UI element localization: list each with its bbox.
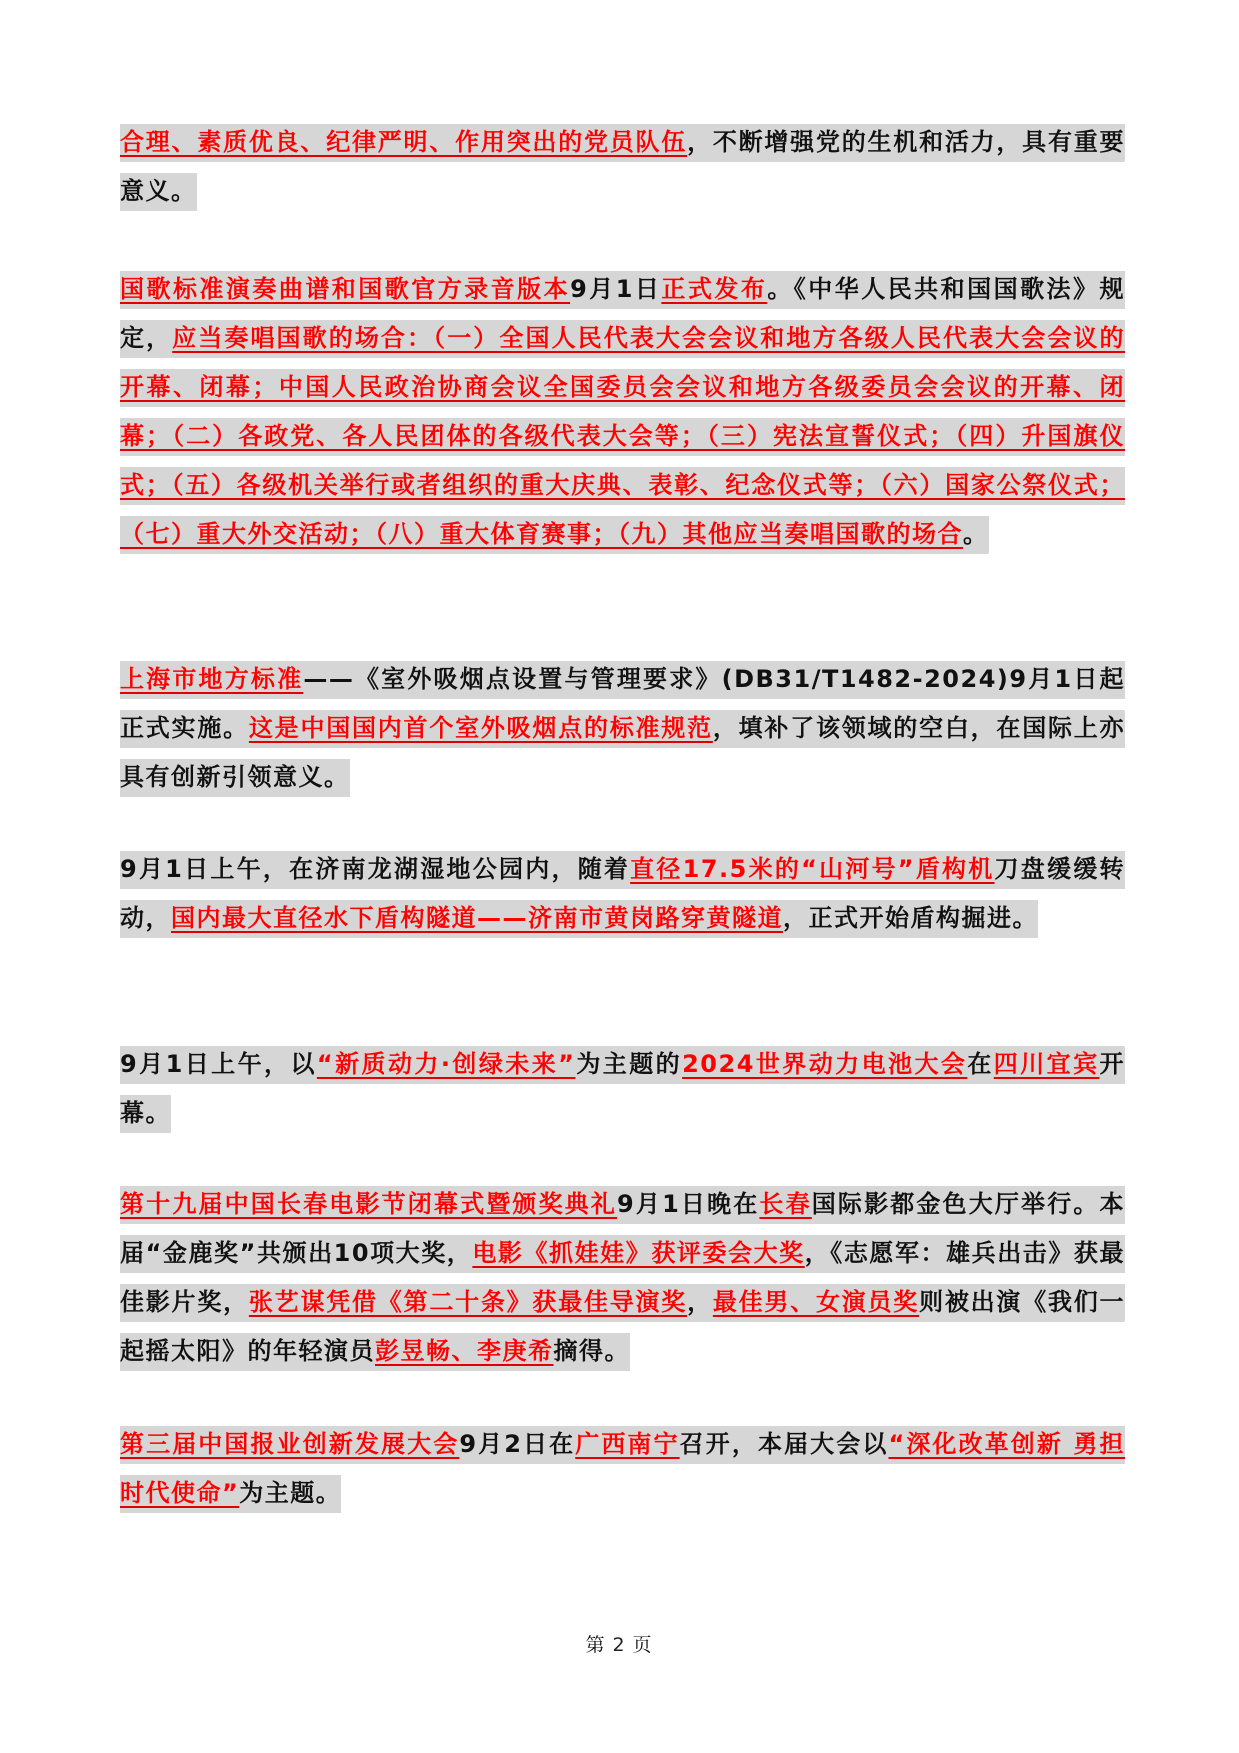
highlighted-phrase: 长春	[759, 1190, 812, 1218]
highlighted-phrase: 国内最大直径水下盾构隧道——济南市黄岗路穿黄隧道	[171, 904, 783, 932]
paragraph-text	[120, 661, 1125, 797]
page-label-suffix: 页	[632, 1634, 654, 1656]
highlighted-phrase: “深化改革创新 勇担时代使命”	[120, 1430, 1125, 1507]
paragraph-changchun-film-festival	[120, 1180, 1125, 1376]
highlighted-phrase: 第三届中国报业创新发展大会	[120, 1430, 460, 1458]
plain-text: ，《志愿军：雄兵出击》获最佳影片奖，	[120, 1239, 1126, 1316]
paragraph-text	[120, 1426, 1125, 1513]
highlighted-phrase: 上海市地方标准	[120, 665, 304, 693]
paragraph-newspaper-conference	[120, 1420, 1125, 1518]
paragraph-battery-conference	[120, 1040, 1125, 1138]
highlighted-phrase: 合理、素质优良、纪律严明、作用突出的党员队伍	[120, 128, 688, 156]
plain-text: ，正式开始盾构掘进。	[783, 904, 1038, 932]
highlighted-phrase: 第十九届中国长春电影节闭幕式暨颁奖典礼	[120, 1190, 618, 1218]
highlighted-phrase: 彭昱畅、李庚希	[375, 1337, 554, 1365]
plain-text: 召开，本届大会以	[679, 1430, 889, 1458]
paragraph-text	[120, 124, 1125, 211]
plain-text: ，填补了该领域的空白，在国际上亦具有创新引领意义。	[120, 714, 1126, 791]
plain-text: 9月1日上午，在济南龙湖湿地公园内，随着	[120, 855, 631, 883]
paragraph-text	[120, 271, 1125, 554]
paragraph-text	[120, 851, 1125, 938]
highlighted-phrase: 国歌标准演奏曲谱和国歌官方录音版本	[120, 275, 571, 303]
paragraph-national-anthem	[120, 265, 1125, 559]
plain-text: ——《室外吸烟点设置与管理要求》(DB31/T1482-2024)9月1日起正式实施。	[120, 665, 1126, 742]
page-number: 2	[612, 1634, 627, 1656]
highlighted-phrase: “新质动力·创绿未来”	[316, 1050, 576, 1078]
highlighted-phrase: 广西南宁	[575, 1430, 680, 1458]
plain-text: 国际影都金色大厅举行。本届“金鹿奖”共颁出10项大奖，	[120, 1190, 1126, 1267]
paragraph-text	[120, 1046, 1125, 1133]
plain-text: 9月1日上午，以	[120, 1050, 317, 1078]
plain-text: ，不断增强党的生机和活力，具有重要意义。	[120, 128, 1125, 205]
plain-text: 。	[963, 520, 989, 548]
plain-text: 9月1日晚在	[617, 1190, 760, 1218]
paragraph-text	[120, 1186, 1125, 1371]
plain-text: 摘得。	[553, 1337, 630, 1365]
plain-text: 为主题的	[575, 1050, 683, 1078]
plain-text: 为主题。	[239, 1479, 342, 1507]
plain-text: 则被出演《我们一起摇太阳》的年轻演员	[120, 1288, 1126, 1365]
paragraph-party-members	[120, 118, 1125, 216]
plain-text: 。《中华人民共和国国歌法》规定，	[120, 275, 1126, 352]
plain-text: ，	[687, 1288, 713, 1316]
highlighted-phrase: 2024世界动力电池大会	[682, 1050, 968, 1078]
highlighted-phrase: 这是中国国内首个室外吸烟点的标准规范	[248, 714, 713, 742]
highlighted-phrase: 应当奏唱国歌的场合：（一）全国人民代表大会会议和地方各级人民代表大会会议的开幕、闭幕；中国人民政治协商会议全国委员会会议和地方各级委员会会议的开幕、闭幕；（二）各政党、各人民团体的各级代表大会等；（三）宪法宣誓仪式；（四）升国旗仪式；（五）各级机关举行或者组织的重大庆典、表彰、纪念仪式等；（六）国家公祭仪式；（七）重大外交活动；（八）重大体育赛事；（九）其他应当奏唱国歌的场合	[120, 324, 1126, 548]
paragraph-jinan-tunnel	[120, 845, 1125, 943]
plain-text: 开幕。	[120, 1050, 1126, 1127]
plain-text: 9月2日在	[459, 1430, 576, 1458]
plain-text: 刀盘缓缓转动，	[120, 855, 1126, 932]
page-footer	[0, 1630, 1239, 1657]
highlighted-phrase: 张艺谋凭借《第二十条》获最佳导演奖	[248, 1288, 688, 1316]
page-label-prefix: 第	[585, 1634, 607, 1656]
highlighted-phrase: 直径17.5米的“山河号”盾构机	[630, 855, 995, 883]
plain-text: 在	[967, 1050, 994, 1078]
highlighted-phrase: 四川宜宾	[993, 1050, 1100, 1078]
highlighted-phrase: 最佳男、女演员奖	[712, 1288, 920, 1316]
highlighted-phrase: 正式发布	[661, 275, 768, 303]
plain-text: 9月1日	[570, 275, 662, 303]
paragraph-shanghai-smoking-standard	[120, 655, 1125, 802]
highlighted-phrase: 电影《抓娃娃》获评委会大奖	[472, 1239, 805, 1267]
